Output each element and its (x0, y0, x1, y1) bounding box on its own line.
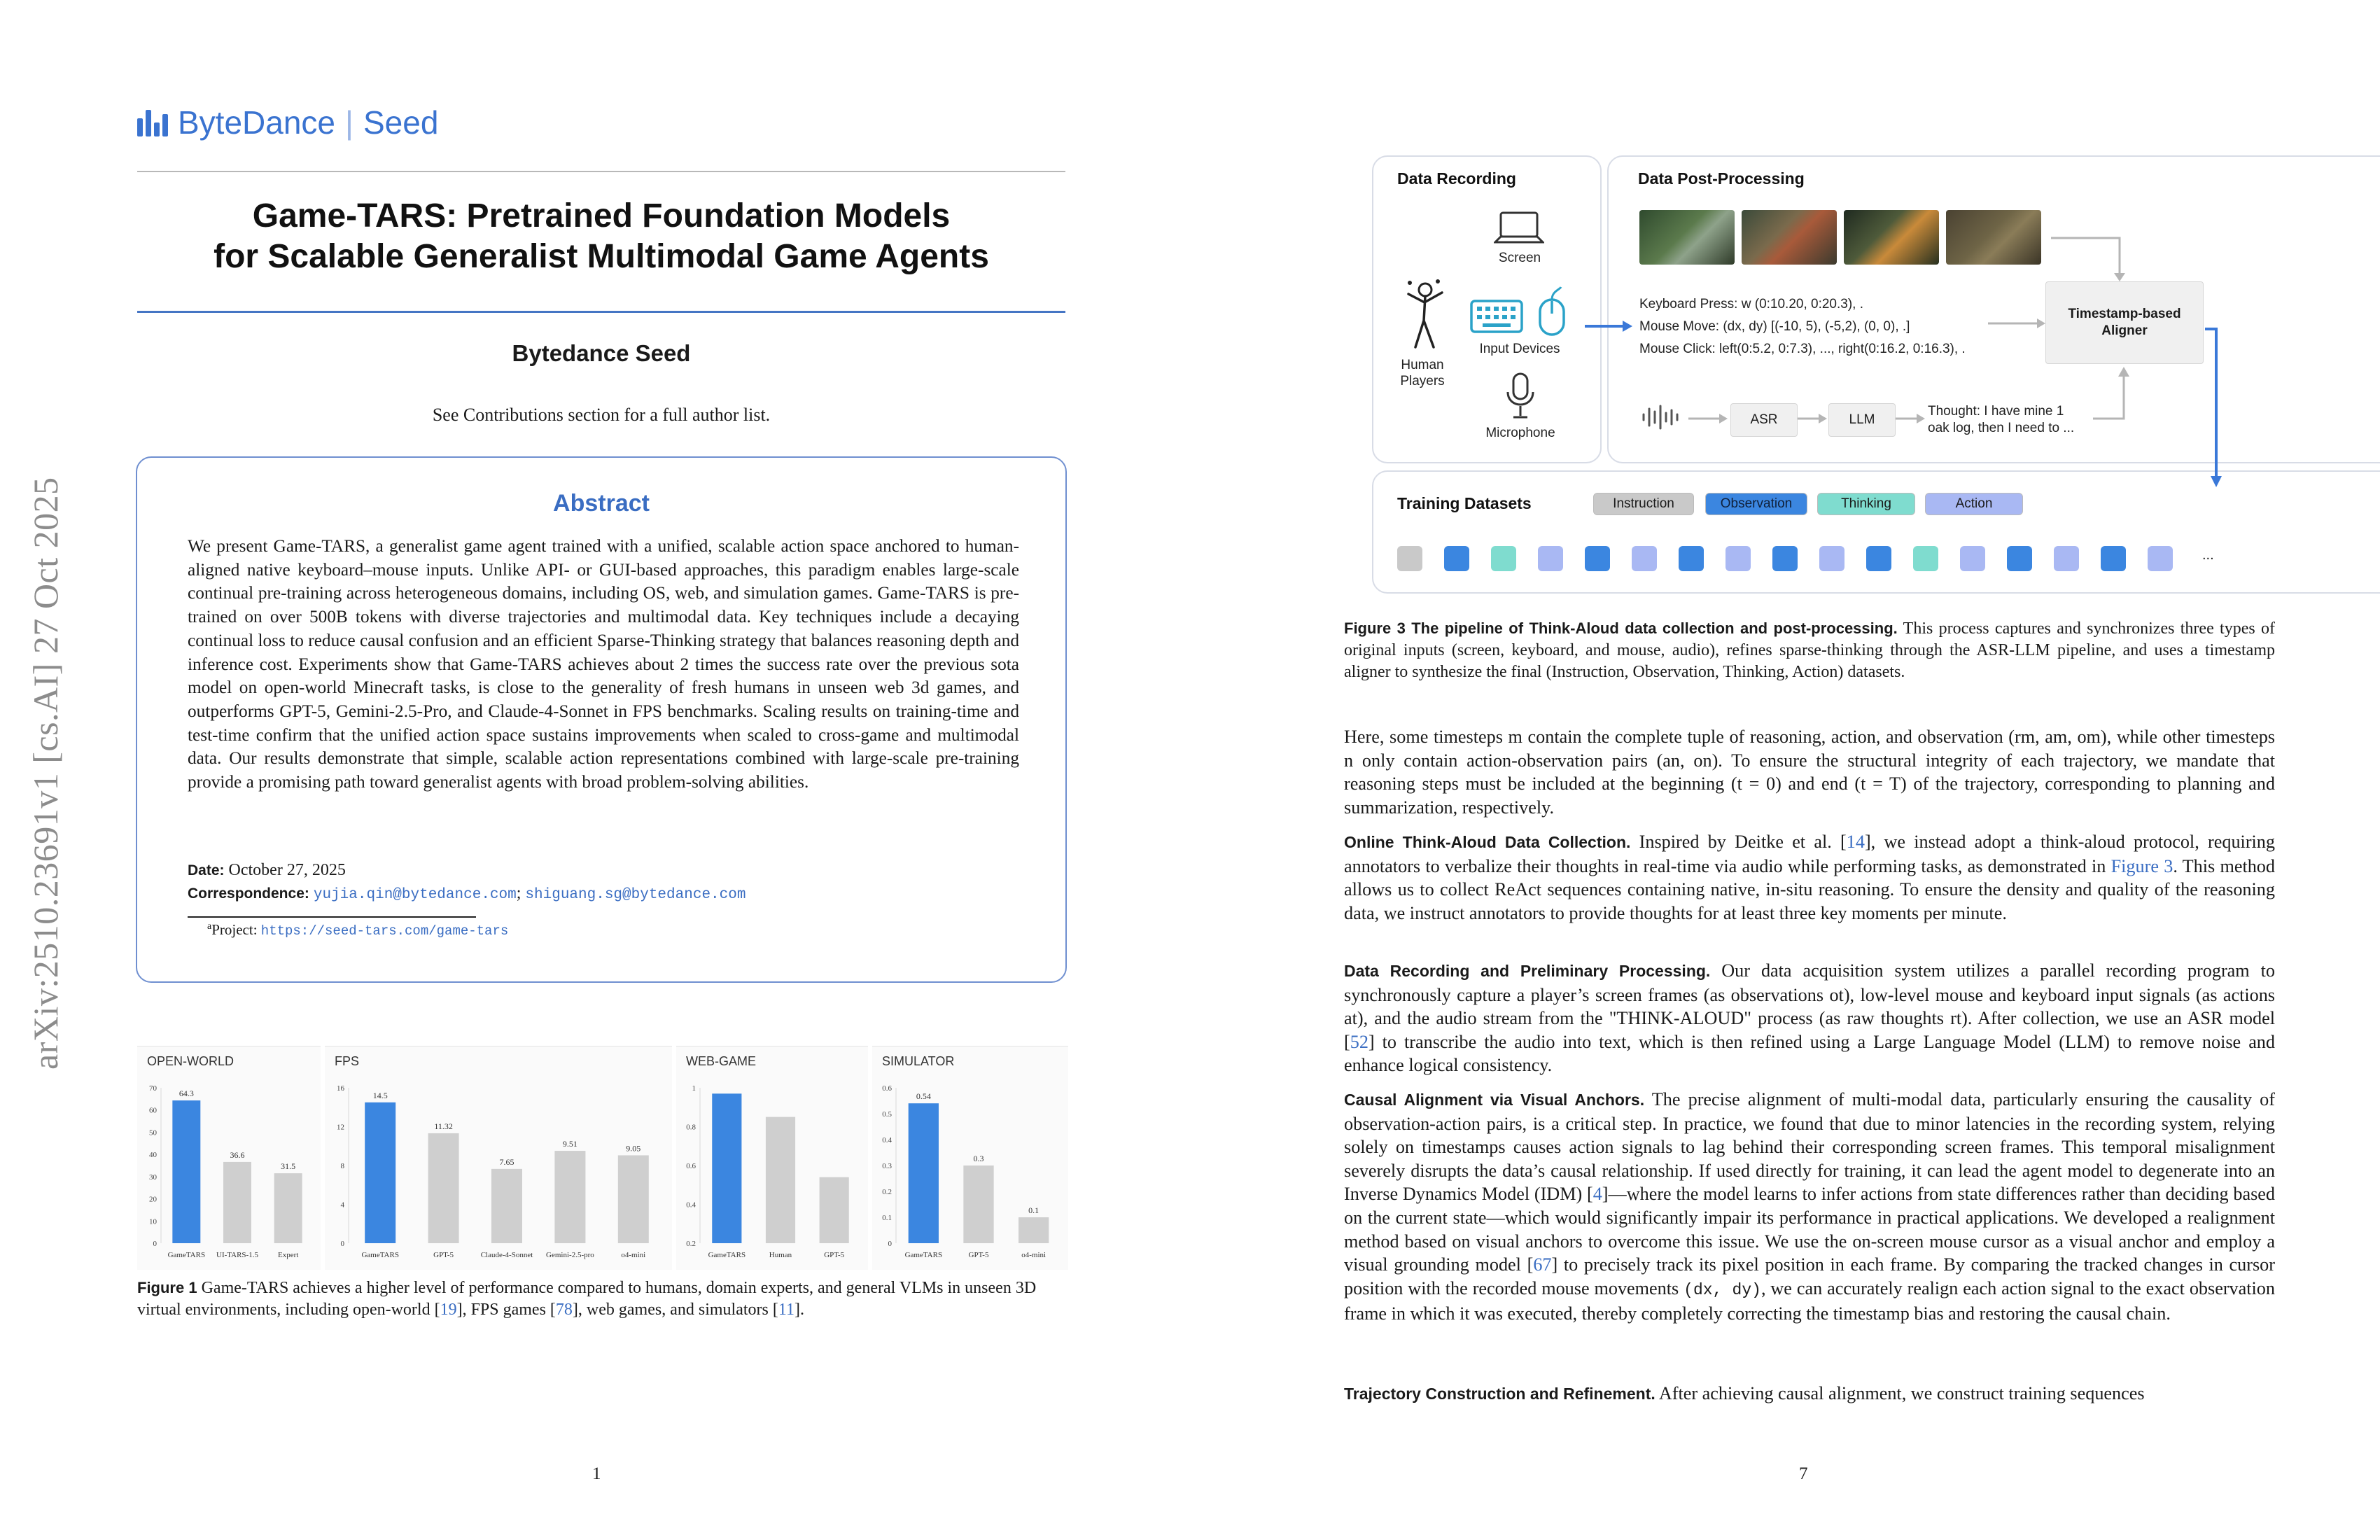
chip-action-label: Action (1955, 496, 1993, 511)
fig1-ref-19[interactable]: 19 (440, 1301, 457, 1319)
fig1-ref-78[interactable]: 78 (555, 1301, 573, 1319)
figure-3-title: The pipeline of Think-Aloud data collection and post-processing. (1411, 620, 1898, 637)
asr-label: ASR (1750, 412, 1778, 427)
paper-title (137, 196, 1065, 277)
y-tick-label: 0.2 (882, 1188, 892, 1196)
abstract-heading: Abstract (553, 490, 650, 517)
training-datasets-title: Training Datasets (1397, 494, 1532, 512)
bar-value-label: 7.65 (499, 1156, 514, 1167)
sec4-text-b: ]—where the model learns to infer actions from state differences rather than deciding based on the current state—which would significantly impair its performance in practical applications. We developed a realignment method based on visual anchors to overcome this issue. We use the on-screen mouse cursor as a visual anchor and employ a visual grounding model [ (1344, 1184, 2275, 1275)
bar-value-label: 9.51 (562, 1139, 578, 1149)
y-tick-label: 0 (888, 1240, 892, 1248)
figure-3-caption (1344, 617, 2275, 683)
sequence-token-action (1819, 546, 1844, 571)
arxiv-stamp: arXiv:2510.23691v1 [cs.AI] 27 Oct 2025 (26, 477, 65, 1070)
y-tick-label: 40 (149, 1151, 157, 1160)
x-tick-label: UI-TARS-1.5 (216, 1251, 258, 1259)
bar-o4-mini (618, 1155, 649, 1243)
legend-chip-thinking (1817, 493, 1915, 515)
abstract-text: We present Game-TARS, a generalist game agent trained with a unified, scalable action space anchored to human-aligned native keyboard–mouse inputs. Unlike API- or GUI-based approaches, this paradigm enables large-scale continual pre-training across heterogeneous domains, including OS, web, and simulation games. Game-TARS is pre-trained on over 500B tokens with diverse trajectories and multimodal data. Key techniques include a decaying continual loss to reduce causal confusion and an efficient Sparse-Thinking strategy that balances reasoning depth and inference cost. Experiments show that Game-TARS achieves about 2 times the success rate over the previous sota model on open-world Minecraft tasks, is close to the generality of fresh humans in unseen web 3d games, and outperforms GPT-5, Gemini-2.5-Pro, and Claude-4-Sonnet in FPS benchmarks. Scaling results on training-time and test-time confirm that the unified action space sustains improvements when scaled to cross-game and multimodal data. Our results demonstrate that simple, scalable action representations combined with large-scale pre-training provide a promising path toward generalist agents with broad problem-solving abilities. (188, 536, 1019, 792)
bar-gpt-5 (820, 1177, 849, 1243)
section-title-data-recording: Data Recording and Preliminary Processing. (1344, 962, 1711, 980)
bar-gametars (712, 1093, 741, 1243)
arrow-audio-to-asr (1688, 413, 1729, 424)
chart-title: WEB-GAME (686, 1054, 757, 1068)
bar-value-label: 0.1 (1028, 1205, 1040, 1215)
screen-label: Screen (1498, 251, 1541, 265)
y-tick-label: 0 (153, 1240, 157, 1248)
sequence-token-observation (1444, 546, 1469, 571)
bar-value-label: 64.3 (178, 1088, 194, 1099)
sec4-code-dxdy: (dx, dy) (1684, 1280, 1761, 1299)
aligner-line-2: Aligner (2101, 323, 2148, 338)
logo-bytedance-text: ByteDance (178, 104, 336, 141)
title-line-1: Game-TARS: Pretrained Foundation Models (252, 197, 951, 234)
figure-3-text: This process captures and synchronizes three types of original inputs (screen, keyboard, and mouse, audio), refines sparse-thinking through the ASR-LLM pipeline, and uses a timestamp aligner to synthesize the final (Instruction, Observation, Thinking, Action) datasets. (1344, 620, 2276, 681)
arrow-recording-to-processing (1585, 319, 1634, 333)
y-tick-label: 12 (337, 1123, 344, 1132)
figure-1-label: Figure 1 (137, 1279, 197, 1296)
sec3-text-b: ] to transcribe the audio into text, which is then refined using a Large Language Model (LLM) to remove noise and enhance logical consistency. (1344, 1031, 2275, 1076)
bar-value-label: 0.54 (916, 1091, 931, 1102)
timestamp-aligner-box (2045, 281, 2204, 364)
y-tick-label: 0.2 (686, 1240, 696, 1248)
y-tick-label: 0 (340, 1240, 344, 1248)
y-tick-label: 0.6 (882, 1084, 892, 1093)
sec4-text-d: , we can accurately realign each action signal to the exact observation frame in which it was executed, thereby completely correcting the timestamp bias and restoring the causal chain. (1344, 1278, 2275, 1324)
bar-gametars (909, 1103, 939, 1243)
sequence-token-action (1538, 546, 1563, 571)
ref-4[interactable]: 4 (1592, 1184, 1602, 1205)
title-line-2: for Scalable Generalist Multimodal Game Agents (214, 238, 989, 275)
arrow-aligner-to-training (2205, 322, 2233, 490)
asr-box (1730, 403, 1798, 437)
date-label: Date: (188, 862, 225, 878)
footnote-rule (188, 916, 476, 918)
fig1-ref-11[interactable]: 11 (778, 1301, 794, 1319)
y-tick-label: 0.1 (882, 1214, 892, 1222)
human-player-icon (1400, 277, 1449, 350)
sequence-token-observation (2007, 546, 2032, 571)
thought-line-2: oak log, then I need to ... (1928, 421, 2075, 435)
sequence-token-action (1632, 546, 1657, 571)
mouse-click-line: Mouse Click: left(0:5.2, 0:7.3), ..., right(0:16.2, 0:16.3), . (1639, 342, 1966, 356)
bar-expert (274, 1173, 302, 1243)
ref-67[interactable]: 67 (1533, 1254, 1552, 1275)
keyboard-mouse-icon (1469, 286, 1571, 337)
y-tick-label: 0.5 (882, 1110, 892, 1119)
section-title-think-aloud: Online Think-Aloud Data Collection. (1344, 833, 1631, 851)
bytedance-seed-logo (137, 104, 438, 141)
sequence-token-observation (1866, 546, 1891, 571)
correspondence-label: Correspondence: (188, 886, 309, 902)
chart-title: FPS (335, 1054, 360, 1068)
microphone-icon (1505, 371, 1536, 420)
project-url-link[interactable]: https://seed-tars.com/game-tars (260, 923, 509, 939)
y-tick-label: 30 (149, 1172, 157, 1182)
contributions-note: See Contributions section for a full author list. (432, 405, 771, 425)
logo-seed-text: Seed (363, 104, 439, 141)
sequence-token-observation (1772, 546, 1798, 571)
x-tick-label: Gemini-2.5-pro (546, 1251, 594, 1259)
bar-gametars (365, 1102, 396, 1243)
human-players-label: Human Players (1400, 358, 1445, 388)
x-tick-label: GameTARS (361, 1251, 399, 1259)
arrow-frames-to-aligner (2051, 231, 2128, 283)
paragraph-intro (1344, 725, 2275, 819)
figure-1-chart (137, 1046, 1068, 1270)
legend-chip-observation (1705, 493, 1807, 515)
y-tick-label: 16 (337, 1084, 344, 1093)
sequence-token-action (1960, 546, 1985, 571)
sequence-token-thinking (1491, 546, 1516, 571)
thought-line-1: Thought: I have mine 1 (1928, 404, 2064, 419)
y-tick-label: 0.4 (882, 1136, 892, 1144)
screen-frame-thumb-4 (1946, 210, 2041, 265)
chip-observation-label: Observation (1720, 496, 1793, 511)
section-trajectory (1344, 1382, 2275, 1406)
screen-frame-thumb-1 (1639, 210, 1735, 265)
section-title-trajectory: Trajectory Construction and Refinement. (1344, 1385, 1656, 1403)
fig1-caption-a: Game-TARS achieves a higher level of performance compared to humans, domain experts, and general VLMs in unseen 3D virtual environments, including open-world [ (137, 1279, 1037, 1319)
sec4-text-c: ] to precisely track its pixel position in each frame. By comparing the tracked changes in cursor position with the recorded mouse movements (1344, 1254, 2275, 1298)
mouse-move-line: Mouse Move: (dx, dy) [(-10, 5), (-5,2), (0, 0), .] (1639, 319, 1910, 334)
sec3-text-a: Our data acquisition system utilizes a parallel recording program to synchronously capture a player’s screen frames (as observations ot), low-level mouse and keyboard input signals (as actions at), and the audio stream from the "THINK-ALOUD" process (as raw thoughts rt). After collection, we use an ASR model [ (1344, 960, 2275, 1052)
y-tick-label: 1 (692, 1084, 696, 1093)
y-tick-label: 0.8 (686, 1123, 696, 1132)
sequence-token-instruction (1397, 546, 1422, 571)
input-devices-label: Input Devices (1479, 342, 1560, 356)
bar-claude-4-sonnet (491, 1169, 522, 1243)
y-tick-label: 60 (149, 1106, 157, 1115)
para1-text: Here, some timesteps m contain the complete tuple of reasoning, action, and observation (rm, am, om), while other timesteps n only contain action-observation pairs (an, on). To ensure the structural integrity of each trajectory, we mandate that reasoning steps must be included at the beginning (t = 0) and end (t = T) of the trajectory, corresponding to planning and summarization, respectively. (1344, 727, 2275, 818)
footnote-label: Project: (211, 921, 258, 938)
ref-52[interactable]: 52 (1350, 1031, 1368, 1052)
date-line (188, 861, 346, 880)
llm-label: LLM (1849, 412, 1875, 427)
x-tick-label: GPT-5 (968, 1251, 989, 1259)
legend-chip-instruction (1593, 493, 1694, 515)
audio-waveform-icon (1641, 405, 1690, 430)
bytedance-logo-icon (137, 108, 168, 136)
section-title-causal-alignment: Causal Alignment via Visual Anchors. (1344, 1091, 1645, 1109)
llm-box (1828, 403, 1896, 437)
title-top-rule (137, 171, 1065, 172)
fig1-caption-b: ], FPS games [ (456, 1301, 556, 1319)
sequence-token-observation (1679, 546, 1704, 571)
laptop-icon (1494, 210, 1544, 246)
y-tick-label: 10 (149, 1217, 157, 1226)
date-value: October 27, 2025 (228, 861, 346, 879)
data-post-processing-title: Data Post-Processing (1638, 169, 1805, 188)
bar-value-label: 9.05 (626, 1143, 641, 1154)
screen-frame-thumb-2 (1742, 210, 1837, 265)
sequence-token-action (1726, 546, 1751, 571)
sec2-text-c: . This method allows us to collect ReAct sequences containing native, in-situ reasoning. To ensure the density and quality of the reasoning data, we instruct annotators to provide thoughts for at least three key moments per minute. (1344, 855, 2275, 923)
x-tick-label: GameTARS (167, 1251, 206, 1259)
arrow-inputs-to-aligner (1988, 318, 2047, 329)
y-tick-label: 20 (149, 1195, 157, 1204)
sequence-ellipsis: ... (2202, 547, 2214, 563)
sec2-text-b: ], we instead adopt a think-aloud protocol, requiring annotators to verbalize their thoughts in real-time via audio while performing tasks, as demonstrated in (1344, 832, 2275, 876)
bar-gpt-5 (963, 1166, 993, 1243)
logo-separator: | (345, 104, 354, 141)
figure-1-caption (137, 1277, 1068, 1321)
ref-14[interactable]: 14 (1846, 832, 1865, 852)
chip-thinking-label: Thinking (1841, 496, 1891, 511)
page-number-1: 1 (592, 1464, 601, 1483)
y-tick-label: 4 (340, 1200, 344, 1210)
x-tick-label: GameTARS (904, 1251, 943, 1259)
chart-title: OPEN-WORLD (147, 1054, 234, 1068)
chart-title: SIMULATOR (882, 1054, 955, 1068)
arrow-thought-to-aligner (2093, 364, 2132, 423)
page-number-7: 7 (1799, 1464, 1808, 1483)
y-tick-label: 0.3 (882, 1162, 892, 1170)
x-tick-label: Claude-4-Sonnet (480, 1251, 533, 1259)
arrow-asr-to-llm (1798, 413, 1828, 424)
bar-o4-mini (1018, 1217, 1049, 1243)
keyboard-press-line: Keyboard Press: w (0:10.20, 0:20.3), . (1639, 297, 1864, 312)
data-recording-title: Data Recording (1397, 169, 1516, 188)
sequence-token-observation (2101, 546, 2126, 571)
x-tick-label: o4-mini (1021, 1251, 1046, 1259)
email-separator: ; (516, 884, 522, 902)
bar-gemini-2-5-pro (554, 1151, 585, 1243)
bar-gametars (172, 1100, 200, 1243)
bar-value-label: 14.5 (372, 1090, 388, 1100)
microphone-label: Microphone (1485, 426, 1555, 440)
arrow-llm-to-thought (1896, 413, 1926, 424)
figure-3-link[interactable]: Figure 3 (2110, 855, 2174, 876)
bar-value-label: 36.6 (230, 1149, 245, 1160)
y-tick-label: 70 (149, 1084, 157, 1093)
correspondence-line (188, 884, 746, 903)
screen-frame-thumb-3 (1844, 210, 1939, 265)
author-line: Bytedance Seed (512, 340, 691, 366)
section-causal-alignment (1344, 1088, 2275, 1326)
sec5-text-a: After achieving causal alignment, we construct training sequences (1658, 1383, 2145, 1404)
y-tick-label: 8 (340, 1162, 344, 1170)
sequence-token-thinking (1913, 546, 1938, 571)
bar-value-label: 11.32 (434, 1121, 453, 1131)
sequence-token-action (2054, 546, 2079, 571)
bar-gpt-5 (428, 1133, 459, 1243)
sec2-text-a: Inspired by Deitke et al. [ (1639, 832, 1847, 852)
title-bottom-rule (137, 311, 1065, 313)
x-tick-label: GPT-5 (824, 1251, 845, 1259)
bar-ui-tars-1-5 (223, 1162, 251, 1243)
sequence-token-observation (1585, 546, 1610, 571)
x-tick-label: GameTARS (708, 1251, 746, 1259)
x-tick-label: Human (769, 1251, 792, 1259)
fig1-caption-d: ]. (794, 1301, 804, 1319)
figure-3-label: Figure 3 (1344, 620, 1406, 637)
email-link-2[interactable]: shiguang.sg@bytedance.com (525, 887, 746, 903)
chip-instruction-label: Instruction (1613, 496, 1674, 511)
section-data-recording (1344, 959, 2275, 1077)
x-tick-label: GPT-5 (433, 1251, 454, 1259)
bar-value-label: 31.5 (281, 1161, 296, 1172)
sec4-text-a: The precise alignment of multi-modal data, particularly ensuring the causality of observation-action pairs, is a critical step. In practice, we found that due to minor latencies in the recording system, relying solely on timestamps causes action signals to lag behind their corresponding screen frames. This temporal misalignment severely disrupts the data’s causal relationship. If used directly for training, it can lead the agent model to degenerate into an Inverse Dynamics Model (IDM) [ (1344, 1089, 2275, 1205)
bar-human (766, 1117, 795, 1243)
x-tick-label: o4-mini (621, 1251, 646, 1259)
bar-value-label: 0.3 (973, 1154, 984, 1163)
project-footnote (207, 921, 508, 939)
email-link-1[interactable]: yujia.qin@bytedance.com (313, 887, 517, 903)
legend-chip-action (1925, 493, 2023, 515)
y-tick-label: 50 (149, 1128, 157, 1138)
section-think-aloud (1344, 830, 2275, 925)
y-tick-label: 0.6 (686, 1162, 696, 1170)
aligner-line-1: Timestamp-based (2068, 307, 2181, 321)
fig1-caption-c: ], web games, and simulators [ (572, 1301, 778, 1319)
y-tick-label: 0.4 (686, 1200, 696, 1210)
footnote-mark: a (207, 921, 212, 932)
x-tick-label: Expert (278, 1251, 299, 1259)
sequence-token-action (2148, 546, 2173, 571)
thought-text (1928, 403, 2074, 437)
